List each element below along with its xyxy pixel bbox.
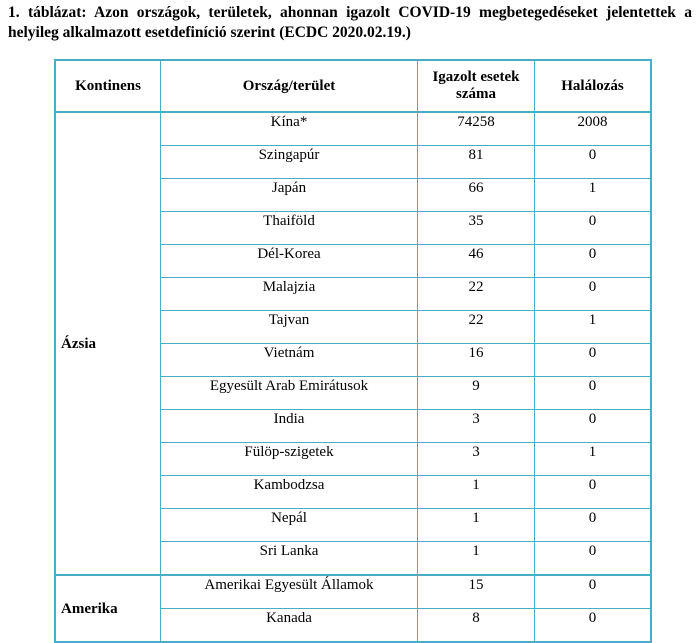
cases-cell: 35 [418,212,535,245]
country-cell: Szingapúr [161,146,418,179]
table-header-row [55,60,651,112]
deaths-cell: 0 [535,476,652,509]
deaths-cell: 0 [535,344,652,377]
cases-cell: 81 [418,146,535,179]
country-cell: Fülöp-szigetek [161,443,418,476]
country-cell: Kanada [161,609,418,643]
table-row [55,112,651,146]
table-body [55,112,651,642]
country-cell: India [161,410,418,443]
country-cell: Amerikai Egyesült Államok [161,575,418,609]
cases-cell: 15 [418,575,535,609]
header-country: Ország/terület [161,60,418,112]
country-cell: Thaiföld [161,212,418,245]
deaths-cell: 0 [535,410,652,443]
country-cell: Sri Lanka [161,542,418,576]
header-deaths: Halálozás [535,60,652,112]
cases-cell: 1 [418,542,535,576]
header-continent: Kontinens [55,60,161,112]
deaths-cell: 0 [535,575,652,609]
cases-cell: 9 [418,377,535,410]
deaths-cell: 0 [535,609,652,643]
table-row [55,575,651,609]
continent-cell: Ázsia [55,112,161,575]
cases-cell: 1 [418,509,535,542]
deaths-cell: 2008 [535,112,652,146]
cases-cell: 66 [418,179,535,212]
deaths-cell: 0 [535,542,652,576]
deaths-cell: 1 [535,179,652,212]
cases-cell: 46 [418,245,535,278]
deaths-cell: 1 [535,443,652,476]
country-cell: Egyesült Arab Emirátusok [161,377,418,410]
cases-cell: 16 [418,344,535,377]
country-cell: Kambodzsa [161,476,418,509]
cases-cell: 3 [418,443,535,476]
cases-cell: 74258 [418,112,535,146]
cases-cell: 8 [418,609,535,643]
cases-cell: 22 [418,311,535,344]
deaths-cell: 0 [535,146,652,179]
cases-cell: 22 [418,278,535,311]
deaths-cell: 0 [535,212,652,245]
country-cell: Dél-Korea [161,245,418,278]
deaths-cell: 0 [535,278,652,311]
country-cell: Vietnám [161,344,418,377]
deaths-cell: 0 [535,377,652,410]
deaths-cell: 1 [535,311,652,344]
deaths-cell: 0 [535,245,652,278]
continent-cell: Amerika [55,575,161,642]
country-cell: Japán [161,179,418,212]
country-cell: Kína* [161,112,418,146]
cases-cell: 3 [418,410,535,443]
country-cell: Malajzia [161,278,418,311]
table-caption: 1. táblázat: Azon országok, területek, ahonnan igazolt COVID-19 megbetegedéseket jelentettek a helyileg alkalmazott esetdefiníció szerint (ECDC 2020.02.19.) [8,4,692,41]
country-cell: Nepál [161,509,418,542]
covid-cases-table [54,59,652,643]
country-cell: Tajvan [161,311,418,344]
header-cases: Igazolt esetek száma [418,60,535,112]
cases-cell: 1 [418,476,535,509]
deaths-cell: 0 [535,509,652,542]
